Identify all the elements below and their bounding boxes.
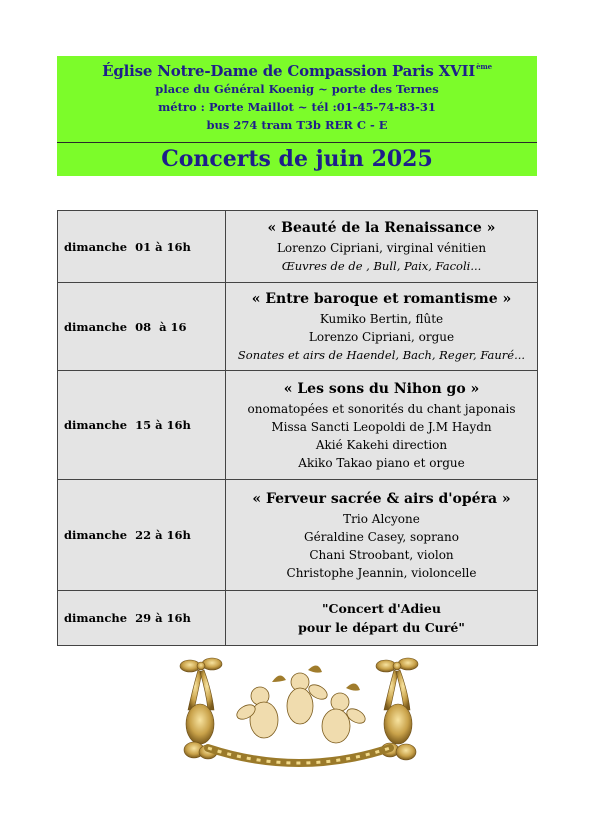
concert-row <box>58 371 538 480</box>
concert-title: « Beauté de la Renaissance » <box>267 220 496 236</box>
concert-date: dimanche 15 à 16h <box>58 371 226 480</box>
concert-details <box>226 283 538 371</box>
performer-line: Chani Stroobant, violon <box>309 547 454 562</box>
performer-line: Kumiko Bertin, flûte <box>319 312 444 326</box>
performer-line: Akié Kakehi direction <box>315 437 448 452</box>
concert-date: dimanche 08 à 16 <box>58 283 226 371</box>
performer-line: Lorenzo Cipriani, orgue <box>308 330 455 344</box>
performer-line: Lorenzo Cipriani, virginal vénitien <box>276 241 487 255</box>
concert-date: dimanche 01 à 16h <box>58 211 226 283</box>
metro-line: métro : Porte Maillot ~ tél :01-45-74-83-31 <box>158 100 436 114</box>
concerts-title: Concerts de juin 2025 <box>161 146 433 172</box>
description-line: onomatopées et sonorités du chant japonais <box>247 401 516 416</box>
church-name: Église Notre-Dame de Compassion Paris XVII <box>102 62 476 80</box>
transport-line: bus 274 tram T3b RER C - E <box>206 118 388 132</box>
concert-date: dimanche 29 à 16h <box>58 591 226 646</box>
address-line: place du Général Koenig ~ porte des Ternes <box>155 82 439 96</box>
concert-details <box>226 371 538 480</box>
concert-row <box>58 591 538 646</box>
concert-details <box>226 211 538 283</box>
farewell-concert-line: "Concert d'Adieu <box>322 601 441 616</box>
concert-details <box>226 591 538 646</box>
church-title <box>57 56 537 80</box>
performer-line: Géraldine Casey, soprano <box>304 529 459 544</box>
concert-date: dimanche 22 à 16h <box>58 480 226 591</box>
farewell-concert-line: pour le départ du Curé" <box>298 620 465 635</box>
header-info <box>57 56 537 142</box>
concert-row <box>58 480 538 591</box>
arrondissement-suffix: ème <box>476 62 492 71</box>
performer-line: Akiko Takao piano et orgue <box>298 455 465 470</box>
program-line: Œuvres de de , Bull, Paix, Facoli... <box>281 259 482 273</box>
performer-line: Christophe Jeannin, violoncelle <box>286 565 477 580</box>
header-banner <box>57 56 537 176</box>
concert-row <box>58 211 538 283</box>
concert-title: « Ferveur sacrée & airs d'opéra » <box>252 490 511 507</box>
program-line: Sonates et airs de Haendel, Bach, Reger, Fauré... <box>237 348 526 362</box>
concert-row <box>58 283 538 371</box>
concert-title: « Les sons du Nihon go » <box>283 380 480 397</box>
concert-details <box>226 480 538 591</box>
concert-program-table <box>57 210 538 646</box>
cherubs-garland-ornament-icon <box>168 652 430 770</box>
concert-title: « Entre baroque et romantisme » <box>251 291 512 307</box>
program-line: Missa Sancti Leopoldi de J.M Haydn <box>271 419 492 434</box>
ensemble-line: Trio Alcyone <box>343 511 420 526</box>
